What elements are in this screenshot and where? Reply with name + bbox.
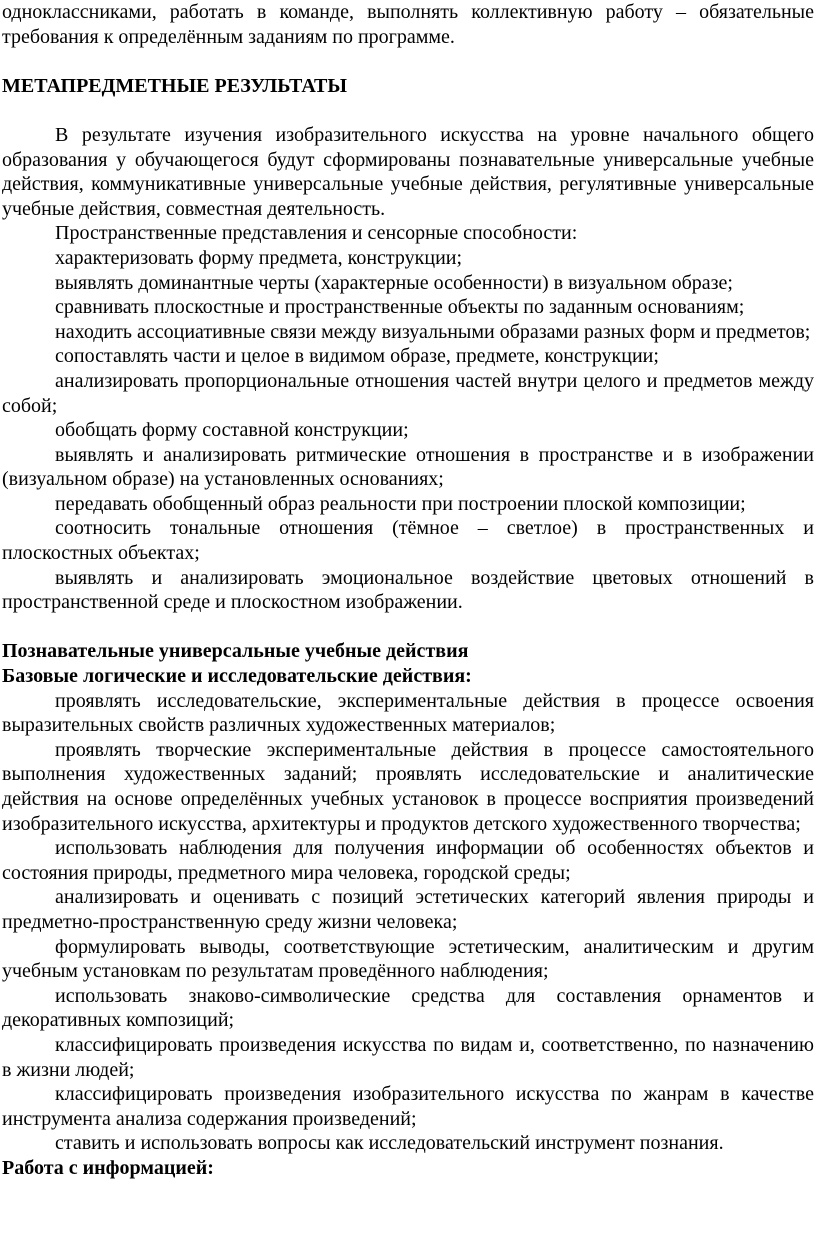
list-item: выявлять и анализировать ритмические отношения в пространстве и в изображении (визуальном образе) на установленных основаниях; [2,443,814,491]
spacer [2,615,814,640]
spacer [2,98,814,123]
list-item: классифицировать произведения изобразительного искусства по жанрам в качестве инструмента анализа содержания произведений; [2,1083,814,1130]
heading-metasubject-results: МЕТАПРЕДМЕТНЫЕ РЕЗУЛЬТАТЫ [2,74,347,97]
list-item: сопоставлять части и целое в видимом образе, предмете, конструкции; [55,345,659,368]
list-item: характеризовать форму предмета, конструкции; [55,246,463,269]
spacer [2,49,814,74]
list-item: классифицировать произведения искусства по видам и, соответственно, по назначению в жизни людей; [2,1033,814,1081]
spatial-skills-list [2,246,814,615]
list-item: находить ассоциативные связи между визуальными образами разных форм и предметов; [55,320,811,343]
list-item: сравнивать плоскостные и пространственные объекты по заданным основаниям; [55,296,745,319]
spatial-skills-heading: Пространственные представления и сенсорные способности: [55,222,578,245]
list-item: проявлять творческие экспериментальные действия в процессе самостоятельного выполнения художественных заданий; проявлять исследовательские и аналитические действия на основе определённых учебных установок в процессе восприятия произведений изобразительного искусства, архитектуры и продуктов детского художественного творчества; [2,738,814,835]
intro-continuation-paragraph: одноклассниками, работать в команде, выполнять коллективную работу – обязательные требования к определённым заданиям по программе. [2,1,814,48]
logical-actions-list [2,689,814,1156]
list-item: обобщать форму составной конструкции; [55,419,409,442]
list-item: передавать обобщенный образ реальности при построении плоской композиции; [55,492,746,515]
list-item: выявлять и анализировать эмоциональное воздействие цветовых отношений в пространственной среде и плоскостном изображении. [2,566,814,614]
list-item: выявлять доминантные черты (характерные особенности) в визуальном образе; [55,271,733,294]
heading-logical-research-actions: Базовые логические и исследовательские действия: [2,665,472,688]
heading-cognitive-actions: Познавательные универсальные учебные действия [2,640,469,663]
metasubject-intro-paragraph: В результате изучения изобразительного искусства на уровне начального общего образования у обучающегося будут сформированы познавательные универсальные учебные действия, коммуникативные универсальные учебные действия, регулятивные универсальные учебные действия, совместная деятельность. [2,123,814,220]
list-item: формулировать выводы, соответствующие эстетическим, аналитическим и другим учебным установкам по результатам проведённого наблюдения; [2,935,814,983]
list-item: анализировать пропорциональные отношения частей внутри целого и предметов между собой; [2,369,814,417]
list-item: проявлять исследовательские, экспериментальные действия в процессе освоения выразительных свойств различных художественных материалов; [2,689,814,737]
list-item: анализировать и оценивать с позиций эстетических категорий явления природы и предметно-пространственную среду жизни человека; [2,886,814,933]
list-item: соотносить тональные отношения (тёмное – светлое) в пространственных и плоскостных объектах; [2,517,814,565]
heading-working-with-information: Работа с информацией: [2,1156,214,1179]
list-item: использовать наблюдения для получения информации об особенностях объектов и состояния природы, предметного мира человека, городской среды; [2,837,814,884]
list-item: использовать знаково-символические средства для составления орнаментов и декоративных композиций; [2,984,814,1032]
list-item: ставить и использовать вопросы как исследовательский инструмент познания. [55,1132,724,1155]
